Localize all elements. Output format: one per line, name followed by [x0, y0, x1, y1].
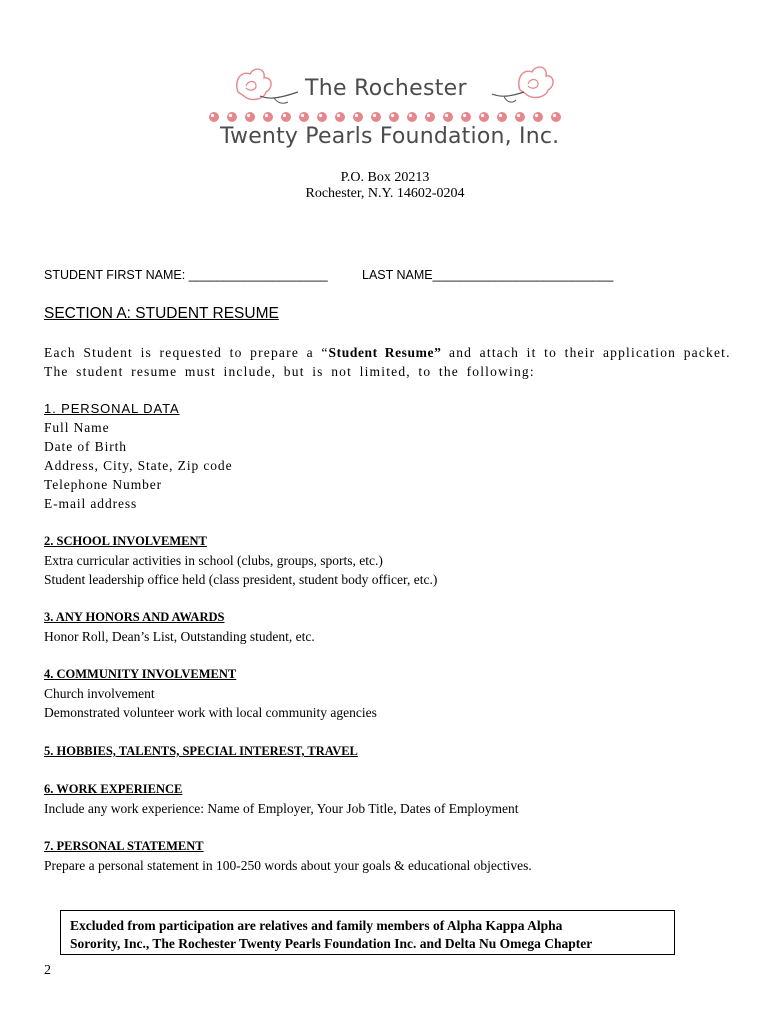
pearl-highlight: [427, 114, 430, 117]
item-heading: 5. HOBBIES, TALENTS, SPECIAL INTEREST, TRAVEL: [44, 744, 358, 758]
name-fields: [44, 268, 614, 282]
item-line: Honor Roll, Dean’s List, Outstanding student, etc.: [44, 629, 315, 644]
logo-title-line2: Twenty Pearls Foundation, Inc.: [220, 124, 560, 149]
pearl-icon: [425, 112, 435, 122]
pearl-highlight: [247, 114, 250, 117]
pearl-icon: [209, 112, 219, 122]
pearl-icon: [515, 112, 525, 122]
pearl-highlight: [211, 114, 214, 117]
section-title: SECTION A: STUDENT RESUME: [44, 305, 279, 322]
item-line: Prepare a personal statement in 100-250 words about your goals & educational objectives.: [44, 858, 532, 873]
pearl-icon: [533, 112, 543, 122]
personal-statement-block: [44, 837, 532, 875]
item-line: Address, City, State, Zip code: [44, 458, 233, 473]
first-name-field: STUDENT FIRST NAME: ____________________: [44, 268, 328, 282]
item-line: Church involvement: [44, 686, 155, 701]
school-involvement-block: [44, 532, 437, 589]
pearl-icon: [263, 112, 273, 122]
hobbies-block: [44, 742, 358, 761]
pearl-highlight: [463, 114, 466, 117]
work-experience-block: [44, 780, 519, 818]
pearl-highlight: [553, 114, 556, 117]
rose-icon: [230, 62, 300, 108]
pearl-highlight: [337, 114, 340, 117]
notice-line1: Excluded from participation are relatives and family members of Alpha Kappa Alpha: [70, 918, 563, 933]
pearl-highlight: [445, 114, 448, 117]
intro-text: Each Student is requested to prepare a “: [44, 345, 329, 360]
item-line: Student leadership office held (class president, student body officer, etc.): [44, 572, 438, 587]
item-heading: 1. PERSONAL DATA: [44, 401, 180, 416]
item-line: E-mail address: [44, 496, 138, 511]
item-heading: 3. ANY HONORS AND AWARDS: [44, 610, 225, 624]
notice-line2: Sorority, Inc., The Rochester Twenty Pearls Foundation Inc. and Delta Nu Omega Chapter: [70, 936, 593, 951]
pearl-icon: [281, 112, 291, 122]
personal-data-block: [44, 399, 232, 513]
pearl-highlight: [301, 114, 304, 117]
pearl-icon: [353, 112, 363, 122]
pearl-icon: [245, 112, 255, 122]
pearl-icon: [443, 112, 453, 122]
pearl-highlight: [283, 114, 286, 117]
last-name-field: LAST NAME__________________________: [362, 268, 614, 282]
pearl-highlight: [499, 114, 502, 117]
pearl-icon: [335, 112, 345, 122]
pearl-highlight: [355, 114, 358, 117]
intro-paragraph: [44, 343, 734, 381]
item-heading: 4. COMMUNITY INVOLVEMENT: [44, 667, 237, 681]
pearl-icon: [371, 112, 381, 122]
exclusion-notice: [60, 910, 675, 955]
rose-icon: [490, 62, 556, 108]
pearl-highlight: [391, 114, 394, 117]
pearl-highlight: [373, 114, 376, 117]
pearl-highlight: [481, 114, 484, 117]
pearl-icon: [299, 112, 309, 122]
community-block: [44, 665, 377, 722]
pearl-highlight: [229, 114, 232, 117]
address-line1: P.O. Box 20213: [340, 170, 430, 185]
pearl-icon: [407, 112, 417, 122]
page-number: 2: [44, 963, 51, 978]
item-heading: 2. SCHOOL INVOLVEMENT: [44, 534, 207, 548]
pearl-icon: [389, 112, 399, 122]
intro-text-end: and attach it to their application packet. The student resume must include, but is not limited, to the following:: [44, 345, 731, 379]
pearl-highlight: [517, 114, 520, 117]
intro-bold: Student Resume”: [328, 345, 442, 360]
pearl-icon: [497, 112, 507, 122]
foundation-logo: [200, 62, 570, 162]
pearl-icon: [479, 112, 489, 122]
item-heading: 6. WORK EXPERIENCE: [44, 782, 183, 796]
logo-title-line1: The Rochester: [305, 76, 467, 101]
pearl-icon: [227, 112, 237, 122]
pearl-strand: [206, 111, 566, 123]
item-line: Include any work experience: Name of Employer, Your Job Title, Dates of Employment: [44, 801, 519, 816]
pearl-highlight: [409, 114, 412, 117]
item-line: Full Name: [44, 420, 110, 435]
item-line: Date of Birth: [44, 439, 127, 454]
item-line: Demonstrated volunteer work with local community agencies: [44, 705, 377, 720]
item-line: Telephone Number: [44, 477, 163, 492]
pearl-icon: [317, 112, 327, 122]
item-heading: 7. PERSONAL STATEMENT: [44, 839, 204, 853]
pearl-icon: [551, 112, 561, 122]
pearl-icon: [461, 112, 471, 122]
pearl-highlight: [535, 114, 538, 117]
pearl-highlight: [265, 114, 268, 117]
item-line: Extra curricular activities in school (clubs, groups, sports, etc.): [44, 553, 383, 568]
pearl-highlight: [319, 114, 322, 117]
address-line2: Rochester, N.Y. 14602-0204: [305, 186, 465, 201]
honors-block: [44, 608, 315, 646]
